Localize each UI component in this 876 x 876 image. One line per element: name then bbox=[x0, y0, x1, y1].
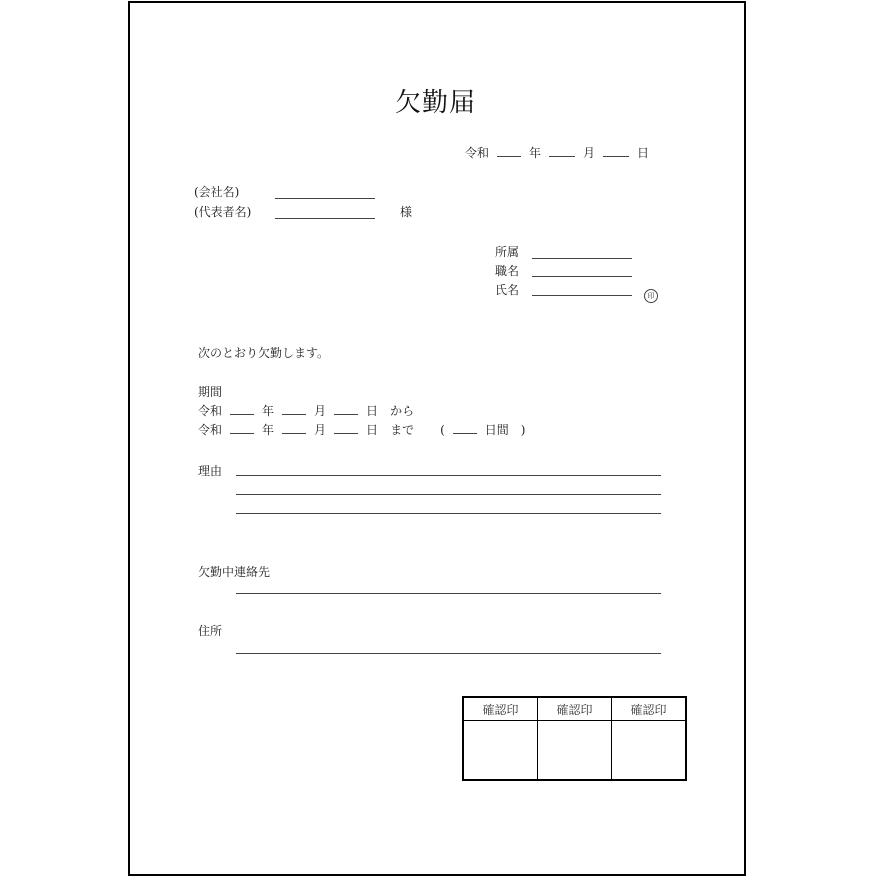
seal-mark bbox=[644, 283, 658, 303]
period-days-paren-open: ( bbox=[440, 423, 445, 437]
reason-line-2[interactable] bbox=[236, 494, 661, 495]
position-label: 職名 bbox=[495, 264, 520, 278]
date-line bbox=[465, 146, 649, 160]
date-era: 令和 bbox=[465, 146, 490, 160]
approval-stamp-box-2[interactable] bbox=[538, 721, 612, 781]
approval-table bbox=[462, 696, 687, 781]
intro-text: 次のとおり欠勤します。 bbox=[198, 346, 330, 360]
name-field[interactable] bbox=[532, 295, 632, 296]
date-day-field[interactable] bbox=[603, 146, 629, 157]
contact-label: 欠勤中連絡先 bbox=[198, 565, 271, 579]
honorific-text: 様 bbox=[400, 205, 413, 219]
approval-header-3: 確認印 bbox=[612, 697, 687, 721]
period-from-suffix: から bbox=[390, 404, 415, 418]
approval-header-1: 確認印 bbox=[463, 697, 538, 721]
period-to-suffix: まで bbox=[390, 423, 415, 437]
period-from-day-label: 日 bbox=[366, 404, 379, 418]
period-days-paren-close: ) bbox=[520, 423, 526, 437]
company-field[interactable] bbox=[275, 198, 375, 199]
dept-field[interactable] bbox=[532, 258, 632, 259]
period-days-field[interactable] bbox=[453, 423, 477, 434]
contact-field[interactable] bbox=[236, 593, 661, 594]
period-from-era: 令和 bbox=[198, 404, 223, 418]
date-year-label: 年 bbox=[529, 146, 542, 160]
period-to-line bbox=[198, 423, 525, 437]
form-title: 欠勤届 bbox=[395, 88, 477, 118]
representative-label: (代表者名) bbox=[194, 205, 252, 219]
reason-line-1[interactable] bbox=[236, 475, 661, 476]
period-to-year-label: 年 bbox=[262, 423, 275, 437]
approval-header-2: 確認印 bbox=[538, 697, 612, 721]
approval-stamp-box-3[interactable] bbox=[612, 721, 687, 781]
period-to-month-label: 月 bbox=[314, 423, 327, 437]
address-field[interactable] bbox=[236, 653, 661, 654]
date-month-field[interactable] bbox=[549, 146, 575, 157]
period-to-era: 令和 bbox=[198, 423, 223, 437]
approval-stamp-box-1[interactable] bbox=[463, 721, 538, 781]
form-page bbox=[128, 1, 746, 876]
position-field[interactable] bbox=[532, 276, 632, 277]
period-from-day-field[interactable] bbox=[334, 404, 358, 415]
reason-line-3[interactable] bbox=[236, 513, 661, 514]
dept-label: 所属 bbox=[495, 245, 520, 259]
period-from-month-label: 月 bbox=[314, 404, 327, 418]
period-to-month-field[interactable] bbox=[282, 423, 306, 434]
date-year-field[interactable] bbox=[497, 146, 521, 157]
address-label: 住所 bbox=[198, 624, 223, 638]
date-month-label: 月 bbox=[583, 146, 596, 160]
period-to-year-field[interactable] bbox=[230, 423, 254, 434]
representative-field[interactable] bbox=[275, 218, 375, 219]
period-days-label: 日間 bbox=[484, 423, 509, 437]
period-from-line bbox=[198, 404, 414, 418]
period-from-month-field[interactable] bbox=[282, 404, 306, 415]
period-from-year-field[interactable] bbox=[230, 404, 254, 415]
period-to-day-label: 日 bbox=[366, 423, 379, 437]
reason-label: 理由 bbox=[198, 464, 223, 478]
period-to-day-field[interactable] bbox=[334, 423, 358, 434]
period-from-year-label: 年 bbox=[262, 404, 275, 418]
period-label: 期間 bbox=[198, 385, 223, 399]
company-label: (会社名) bbox=[194, 185, 240, 199]
name-label: 氏名 bbox=[495, 283, 520, 297]
date-day-label: 日 bbox=[637, 146, 650, 160]
seal-icon: 印 bbox=[644, 289, 658, 303]
